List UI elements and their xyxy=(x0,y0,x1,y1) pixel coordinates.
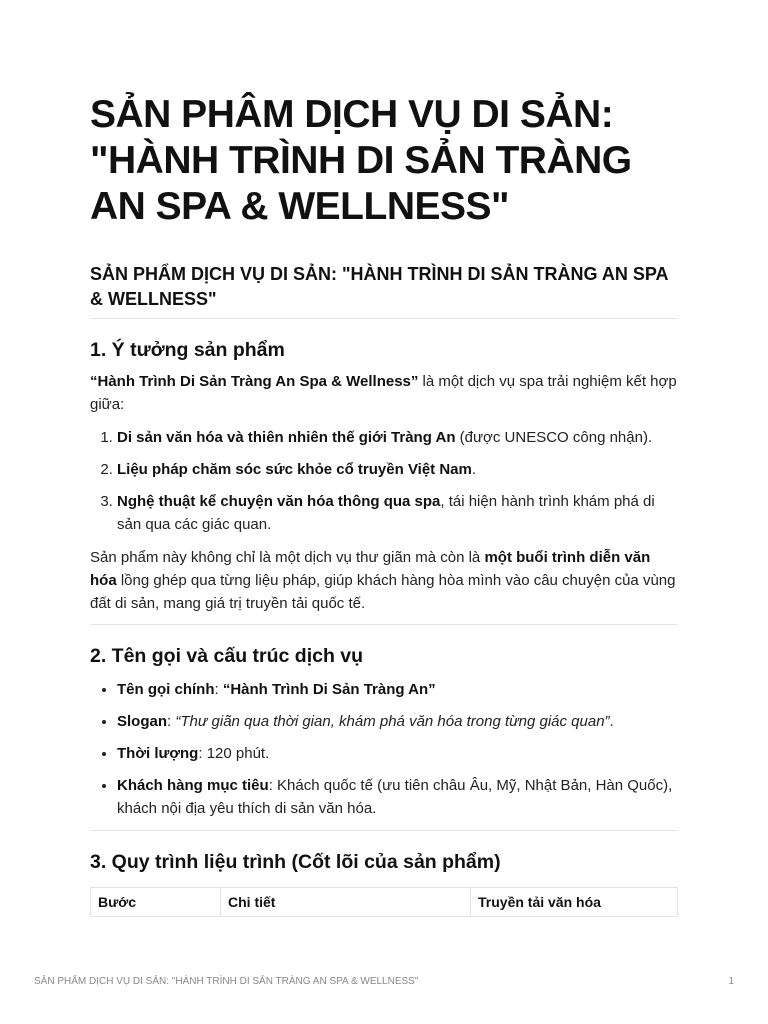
divider xyxy=(90,830,678,831)
section-2-heading: 2. Tên gọi và cấu trúc dịch vụ xyxy=(90,645,364,667)
section-2-list xyxy=(90,678,678,829)
document-subtitle: SẢN PHẨM DỊCH VỤ DI SẢN: "HÀNH TRÌNH DI SẢN TRÀNG AN SPA & WELLNESS" xyxy=(90,264,668,309)
section-1-heading: 1. Ý tưởng sản phẩm xyxy=(90,339,285,361)
page-number: 1 xyxy=(728,976,734,987)
process-table xyxy=(90,887,678,917)
paragraph-text: lồng ghép qua từng liệu pháp, giúp khách hàng hòa mình vào câu chuyện của vùng đất di sản, mang giá trị truyền tải quốc tế. xyxy=(90,572,676,612)
list-item xyxy=(117,490,678,536)
column-header-step: Bước xyxy=(91,888,221,917)
list-item xyxy=(117,742,678,765)
footer-title: SẢN PHẨM DỊCH VỤ DI SẢN: "HÀNH TRÌNH DI SẢN TRÀNG AN SPA & WELLNESS" xyxy=(34,976,419,987)
item-value: Khách quốc tế (ưu tiên châu Âu, Mỹ, Nhật Bản, Hàn Quốc), khách nội địa yêu thích di sản văn hóa. xyxy=(117,777,673,817)
item-value: “Thư giãn qua thời gian, khám phá văn hóa trong từng giác quan” xyxy=(175,713,610,730)
column-header-detail: Chi tiết xyxy=(221,888,471,917)
column-header-culture: Truyền tải văn hóa xyxy=(471,888,678,917)
list-item xyxy=(117,426,678,449)
list-item-bold: Nghệ thuật kể chuyện văn hóa thông qua spa xyxy=(117,493,441,510)
item-label: Thời lượng xyxy=(117,745,199,762)
item-separator: : xyxy=(198,745,207,762)
item-value: “Hành Trình Di Sản Tràng An” xyxy=(222,681,436,698)
divider xyxy=(90,624,678,625)
item-tail: . xyxy=(609,713,614,730)
list-item xyxy=(117,710,678,733)
paragraph-text: Sản phẩm này không chỉ là một dịch vụ thư giãn mà còn là xyxy=(90,549,485,566)
product-name-bold: “Hành Trình Di Sản Tràng An Spa & Wellness” xyxy=(90,373,419,390)
item-label: Khách hàng mục tiêu xyxy=(117,777,269,794)
section-1-list xyxy=(90,426,678,545)
item-separator: : xyxy=(214,681,223,698)
item-separator: : xyxy=(167,713,176,730)
list-item-text: . xyxy=(471,461,477,478)
document-title: SẢN PHÂM DỊCH VỤ DI SẢN: "HÀNH TRÌNH DI SẢN TRÀNG AN SPA & WELLNESS" xyxy=(90,93,632,228)
list-item xyxy=(117,458,678,481)
item-value: 120 phút. xyxy=(206,745,270,762)
item-separator: : xyxy=(268,777,278,794)
table-header-row xyxy=(91,888,678,917)
list-item-bold: Di sản văn hóa và thiên nhiên thế giới Tràng An xyxy=(117,429,456,446)
paragraph-bold: một buổi trình diễn văn hóa xyxy=(90,549,651,589)
list-item-bold: Liệu pháp chăm sóc sức khỏe cổ truyền Việt Nam xyxy=(117,461,472,478)
section-1-paragraph xyxy=(90,546,678,615)
item-label: Tên gọi chính xyxy=(117,681,215,698)
list-item xyxy=(117,678,678,701)
item-label: Slogan xyxy=(117,713,168,730)
list-item xyxy=(117,774,678,820)
section-1-intro xyxy=(90,370,678,416)
intro-text: là một dịch vụ spa trải nghiệm kết hợp giữa: xyxy=(90,373,677,413)
divider xyxy=(90,318,678,319)
list-item-text: (được UNESCO công nhận). xyxy=(455,429,653,446)
page-footer xyxy=(34,976,734,987)
section-3-heading: 3. Quy trình liệu trình (Cốt lõi của sản phẩm) xyxy=(90,851,501,873)
list-item-text: , tái hiện hành trình khám phá di sản qua các giác quan. xyxy=(117,493,655,533)
